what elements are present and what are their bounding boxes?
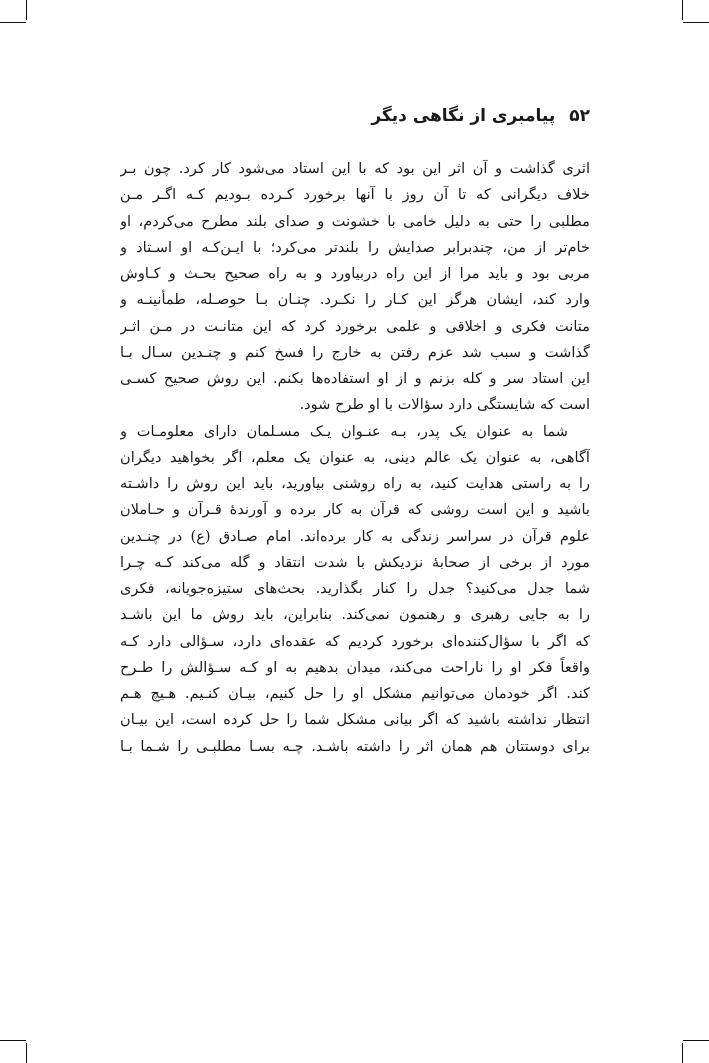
text-line: انتظار نداشته باشید که اگر بیانی مشکل شما را حل کرده است، این بیـان <box>120 711 590 729</box>
text-line: را به جایی رهبری و رهنمون نمی‌کند. بنابراین، باید روش ما این باشـد <box>120 606 590 624</box>
text-line: خام‌تر از من، چندبرابر صدایش را بلندتر می‌کرد؛ با ایـن‌کـه او اسـتاد و <box>120 238 590 256</box>
text-line: آگاهی، به عنوان یک عالم دینی، به عنوان یک معلم، اگر بخواهید دیگران <box>120 448 590 466</box>
text-line: شما به عنوان یک پدر، بـه عنـوان یـک مسـلمان دارای معلومـات و <box>120 422 568 440</box>
paragraph-2 <box>120 419 590 760</box>
text-line: این استاد سر و کله بزنم و از او استفاده‌ها بکنم. این روش صحیح کسـی <box>120 370 590 387</box>
text-line: گذاشت و سبب شد عزم رفتن به خارج را فسخ کنم و چنـدین سـال بـا <box>120 343 590 361</box>
text-line: مطلبی را حتی به دلیل خامی با خشونت و صدای بلند مطرح می‌کردم، او <box>120 212 590 230</box>
text-line: که اگر با سؤال‌کننده‌ای برخورد کردیم که عقده‌ای دارد، سـؤالی دارد کـه <box>120 632 590 650</box>
running-header <box>120 106 590 126</box>
text-line: مربی بود و باید مرا از این راه دربیاورد و به راه صحیح بحـث و کـاوش <box>120 265 590 282</box>
running-title: پیامبری از نگاهی دیگر <box>371 106 556 126</box>
crop-mark <box>0 1040 26 1041</box>
text-line: مورد از برخی از صحابۀ نزدیکش با شدت انتقاد و گله می‌کند کـه چـرا <box>120 553 590 571</box>
crop-mark <box>26 1043 27 1063</box>
text-line: شما جدل می‌کنید؟ جدل را کنار بگذارید. بحث‌های ستیزه‌جویانه، فکری <box>120 580 590 597</box>
crop-mark <box>0 22 26 23</box>
text-line: علوم قرآن در سراسر زندگی به کار برده‌اند. امام صـادق (ع) در چنـدین <box>120 527 590 545</box>
paragraph-1 <box>120 156 590 419</box>
text-line: واقعاً فکر او را ناراحت می‌کند، میدان بدهیم به او کـه سـؤالش را طـرح <box>120 658 590 676</box>
text-line: برای دوستتان هم همان اثر را داشته باشـد. چـه بسـا مطلبـی را شـما بـا <box>120 737 590 755</box>
text-line: وارد کند، ایشان هرگز این کـار را نکـرد. چنـان بـا حوصـله، طمأنینـه و <box>120 291 590 309</box>
body-text <box>120 156 590 760</box>
text-line: اثری گذاشت و آن اثر این بود که با این استاد می‌شود کار کرد. چون بـر <box>120 160 590 177</box>
text-line: متانت فکری و اخلاقی و علمی برخورد کرد که این متانـت در مـن اثـر <box>120 317 590 335</box>
text-line: خلاف دیگرانی که تا آن روز با آنها برخورد کـرده بـودیم کـه اگـر مـن <box>120 186 590 204</box>
crop-mark <box>682 1043 683 1063</box>
text-line: است که شایستگی دارد سؤالات با او طرح شود. <box>299 396 590 414</box>
crop-mark <box>683 1040 709 1041</box>
crop-mark <box>26 0 27 20</box>
text-line: باشید و این است روشی که قرآن به کار برده و آورندۀ قـرآن و حـاملان <box>120 501 590 519</box>
crop-mark <box>683 22 709 23</box>
page-number: ۵۲ <box>569 106 590 126</box>
crop-mark <box>682 0 683 20</box>
text-line: کند. اگر خودمان می‌توانیم مشکل او را حل کنیم، بیـان کنـیم. هـیچ هـم <box>120 685 590 702</box>
text-line: را به راستی هدایت کنید، به راه روشنی بیاورید، باید این روش را داشـته <box>120 475 590 492</box>
